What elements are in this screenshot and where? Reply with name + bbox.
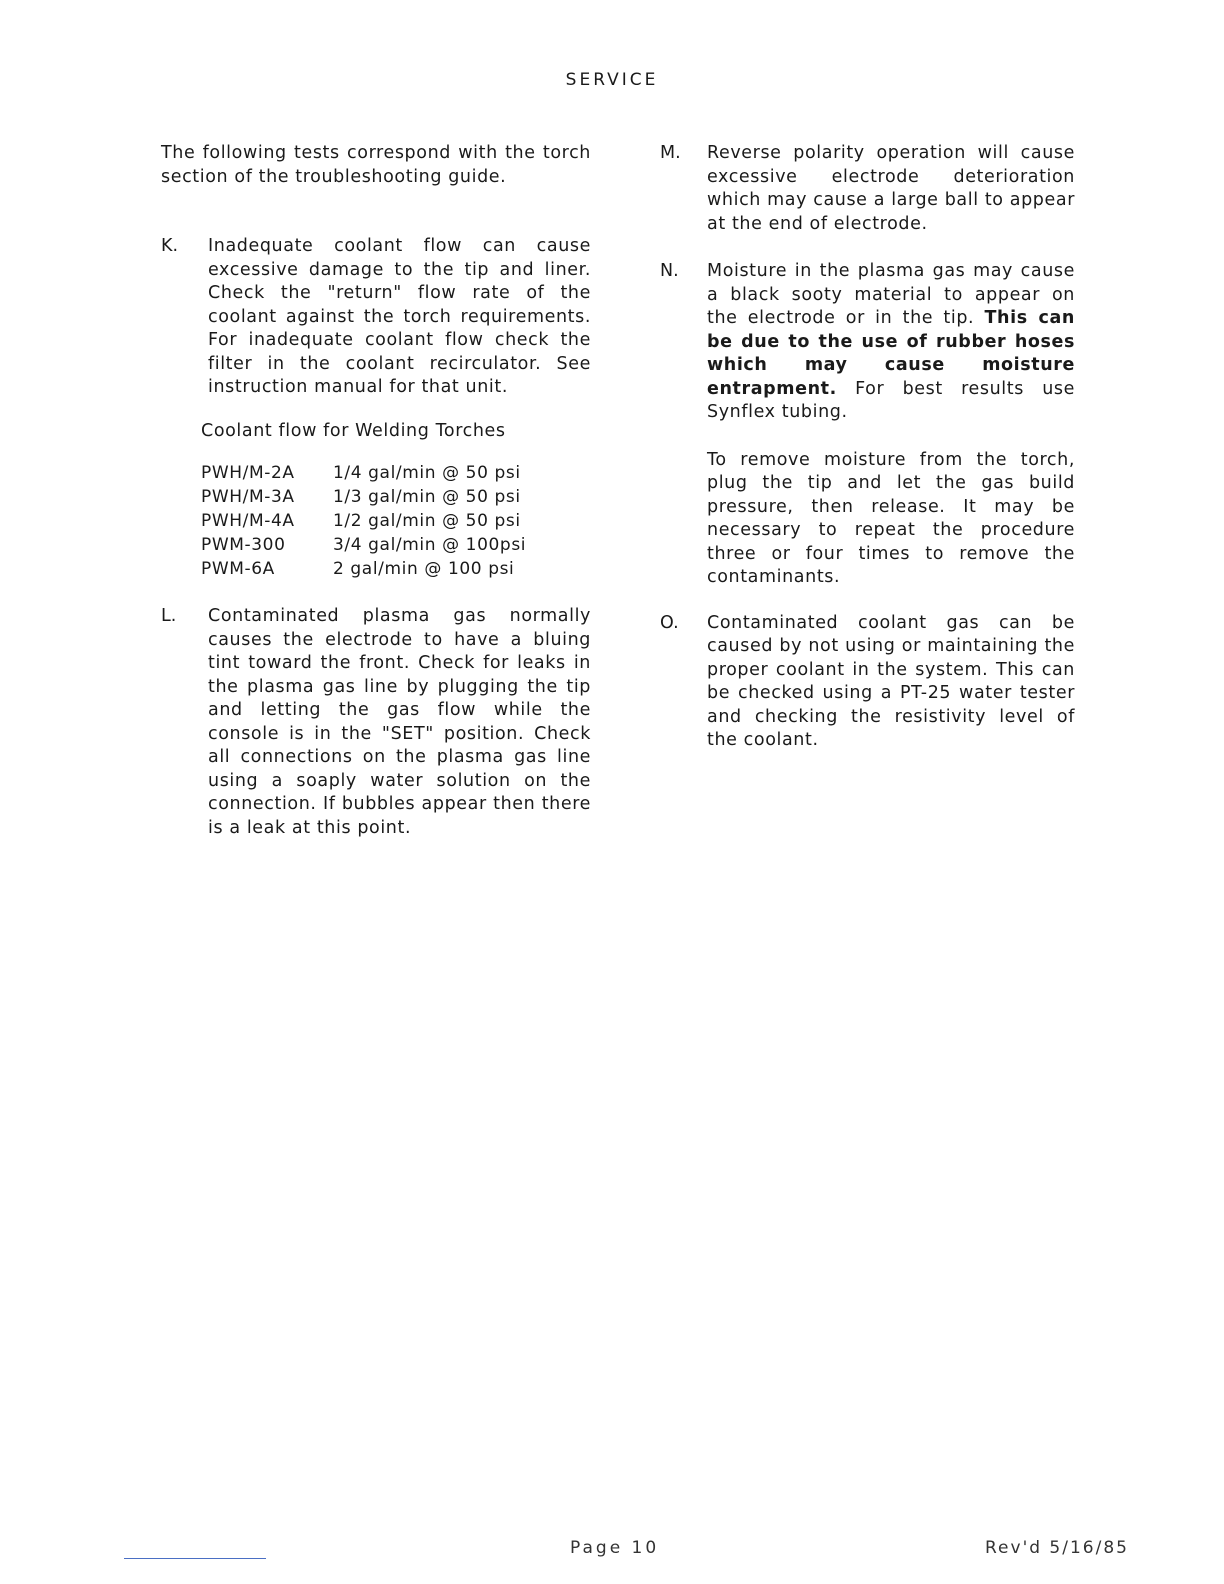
- section-n-text-a: Moisture in the plasma gas may cause a black sooty material to appear on the electrode or in the tip.: [707, 261, 1075, 328]
- intro-paragraph: The following tests correspond with the torch section of the troubleshooting guide.: [161, 143, 591, 187]
- left-column: [161, 142, 591, 840]
- table-row: [201, 485, 526, 509]
- table-row: [201, 533, 526, 557]
- flow-spec: 2 gal/min @ 100 psi: [333, 559, 515, 579]
- section-n-text-2: To remove moisture from the torch, plug the tip and let the gas build pressure, then release. It may be necessary to repeat the procedure three or four times to remove the contaminants.: [707, 449, 1075, 587]
- torch-model: PWH/M-4A: [201, 511, 295, 531]
- section-o-text: Contaminated coolant gas can be caused by not using or maintaining the proper coolant in the system. This can be checked using a PT-25 water tester and checking the resistivity level of the coolant.: [707, 612, 1075, 750]
- flow-spec: 1/3 gal/min @ 50 psi: [333, 487, 521, 507]
- flow-spec: 3/4 gal/min @ 100psi: [333, 535, 527, 555]
- page-number: Page 10: [570, 1538, 660, 1558]
- page-title: SERVICE: [565, 70, 659, 90]
- section-n-text-bold: This can be due to the use of rubber hoses which may cause moisture entrapment.: [707, 308, 1075, 399]
- section-l-text: Contaminated plasma gas normally causes the electrode to have a bluing tint toward the front. Check for leaks in the plasma gas line by plugging the tip and letting the gas flow while the console is in the "SET" position. Check all connections on the plasma gas line using a soaply water solution on the connection. If bubbles appear then there is a leak at this point.: [208, 606, 591, 838]
- section-n: [660, 260, 1075, 425]
- flow-spec: 1/4 gal/min @ 50 psi: [333, 463, 521, 483]
- torch-model: PWM-300: [201, 535, 286, 555]
- section-n-letter: N.: [660, 261, 679, 281]
- section-o: [660, 612, 1075, 753]
- section-l: [161, 605, 591, 840]
- section-l-letter: L.: [161, 606, 177, 626]
- section-n-text: [707, 260, 1075, 425]
- table-row: [201, 509, 526, 533]
- section-m-text: Reverse polarity operation will cause excessive electrode deterioration which may cause a large ball to appear at the end of electrode.: [707, 143, 1075, 234]
- torch-model: PWM-6A: [201, 559, 275, 579]
- torch-model: PWH/M-3A: [201, 487, 295, 507]
- section-n-text-c: For best results use Synflex tubing.: [707, 378, 1075, 422]
- revision-date: Rev'd 5/16/85: [985, 1538, 1129, 1558]
- section-o-letter: O.: [660, 612, 679, 633]
- flow-spec: 1/2 gal/min @ 50 psi: [333, 511, 521, 531]
- section-k-text: Inadequate coolant flow can cause excessive damage to the tip and liner. Check the "return" flow rate of the coolant against the torch requirements. For inadequate coolant flow check the filter in the coolant recirculator. See instruction manual for that unit.: [208, 236, 591, 397]
- section-m: [660, 142, 1075, 236]
- table-row: [201, 557, 526, 581]
- footer-rule: [124, 1558, 266, 1559]
- right-column: [660, 142, 1075, 753]
- table-row: [201, 461, 526, 485]
- coolant-table-title: Coolant flow for Welding Torches: [201, 420, 506, 441]
- coolant-table: [201, 461, 526, 581]
- section-m-letter: M.: [660, 143, 681, 163]
- section-n-continued: [660, 449, 1075, 590]
- section-k-letter: K.: [161, 236, 179, 256]
- torch-model: PWH/M-2A: [201, 463, 295, 483]
- section-k: [161, 235, 591, 400]
